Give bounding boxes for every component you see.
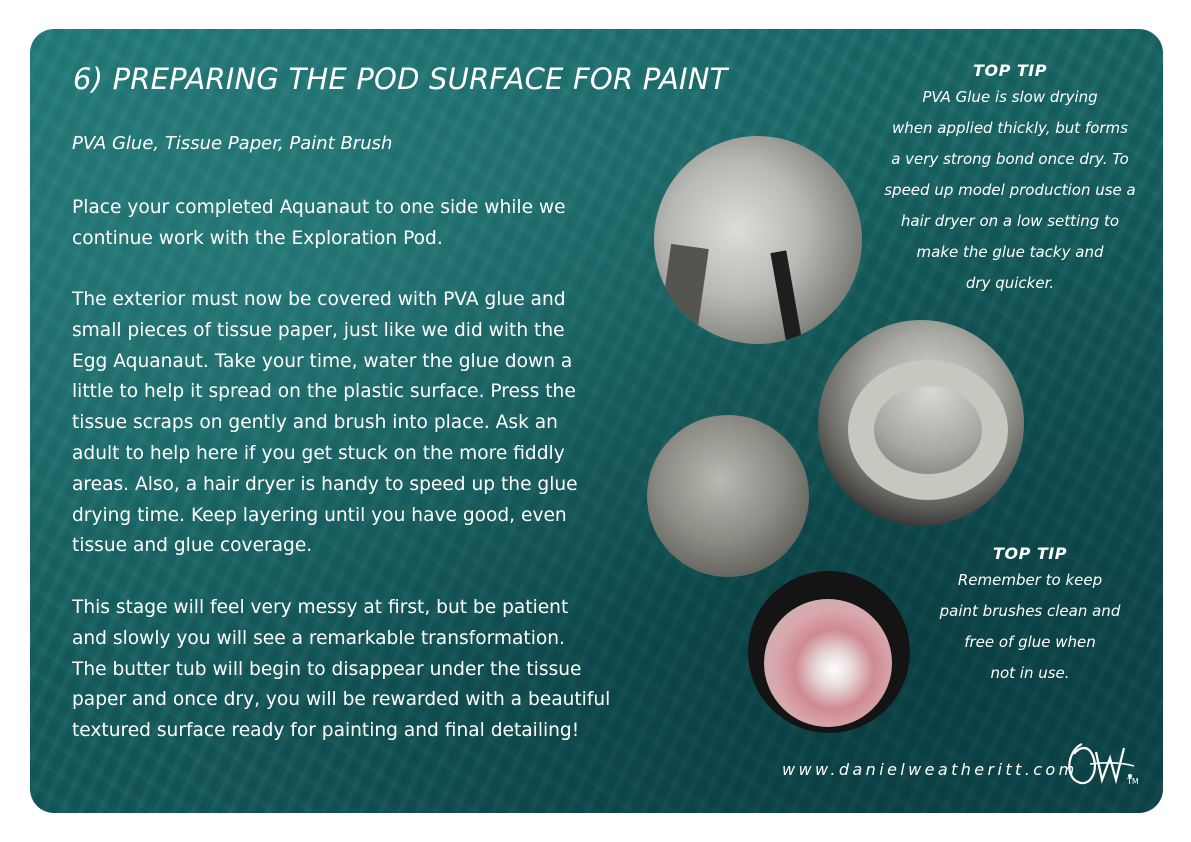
text-line: and slowly you will see a remarkable transformation. (72, 627, 565, 649)
instruction-paragraph-2 (72, 285, 652, 562)
text-line: The butter tub will begin to disappear under the tissue (72, 658, 582, 680)
text-line: The exterior must now be covered with PVA glue and (72, 289, 566, 310)
text-line: tissue scraps on gently and brush into place. Ask an (72, 412, 558, 434)
text-line: adult to help here if you get stuck on the more fiddly (72, 442, 565, 464)
tip-line: hair dryer on a low setting to (900, 212, 1120, 230)
top-tip-glue (870, 61, 1150, 299)
photo-pod-base (647, 415, 809, 577)
text-line: textured surface ready for painting and final detailing! (72, 720, 580, 742)
instruction-card (30, 29, 1163, 813)
instruction-paragraph-1 (72, 193, 652, 255)
text-line: Place your completed Aquanaut to one side while we (72, 197, 566, 218)
tip-line: PVA Glue is slow drying (922, 88, 1098, 106)
tip-line: dry quicker. (965, 274, 1055, 292)
text-line: Egg Aquanaut. Take your time, water the glue down a (72, 350, 573, 372)
tip-heading: TOP TIP (993, 544, 1067, 563)
tip-line: paint brushes clean and (939, 602, 1121, 620)
website-url[interactable]: www.danielweatheritt.com (782, 760, 1078, 779)
photo-tissue-covered-pod (654, 136, 862, 344)
photo-detail (848, 360, 1008, 500)
text-line: tissue and glue coverage. (72, 535, 313, 557)
top-tip-brushes (930, 544, 1130, 689)
tip-line: a very strong bond once dry. To (891, 150, 1129, 168)
tip-line: make the glue tacky and (916, 243, 1104, 261)
text-line: small pieces of tissue paper, just like we did with the (72, 319, 565, 341)
text-line: areas. Also, a hair dryer is handy to speed up the glue (72, 473, 578, 495)
page-title: 6) PREPARING THE POD SURFACE FOR PAINT (73, 62, 728, 96)
photo-detail (764, 599, 892, 727)
trademark-mark: TM (1127, 777, 1139, 786)
text-line: This stage will feel very messy at first, but be patient (72, 597, 569, 618)
text-line: paper and once dry, you will be rewarded with a beautiful (72, 689, 611, 711)
tip-line: when applied thickly, but forms (891, 119, 1128, 137)
tip-line: speed up model production use a (884, 181, 1136, 199)
tip-line: free of glue when (964, 633, 1096, 651)
instruction-paragraph-3 (72, 593, 652, 747)
photo-painted-disc (748, 571, 910, 733)
text-line: little to help it spread on the plastic surface. Press the (72, 381, 576, 403)
text-line: continue work with the Exploration Pod. (72, 227, 443, 249)
photo-pod-ring-closeup (818, 320, 1024, 526)
tip-heading: TOP TIP (973, 61, 1047, 80)
photo-detail (657, 244, 709, 344)
materials-list: PVA Glue, Tissue Paper, Paint Brush (72, 133, 393, 154)
photo-detail (770, 250, 803, 344)
text-line: drying time. Keep layering until you have good, even (72, 504, 567, 526)
tip-line: not in use. (990, 664, 1070, 682)
tip-line: Remember to keep (957, 571, 1103, 589)
